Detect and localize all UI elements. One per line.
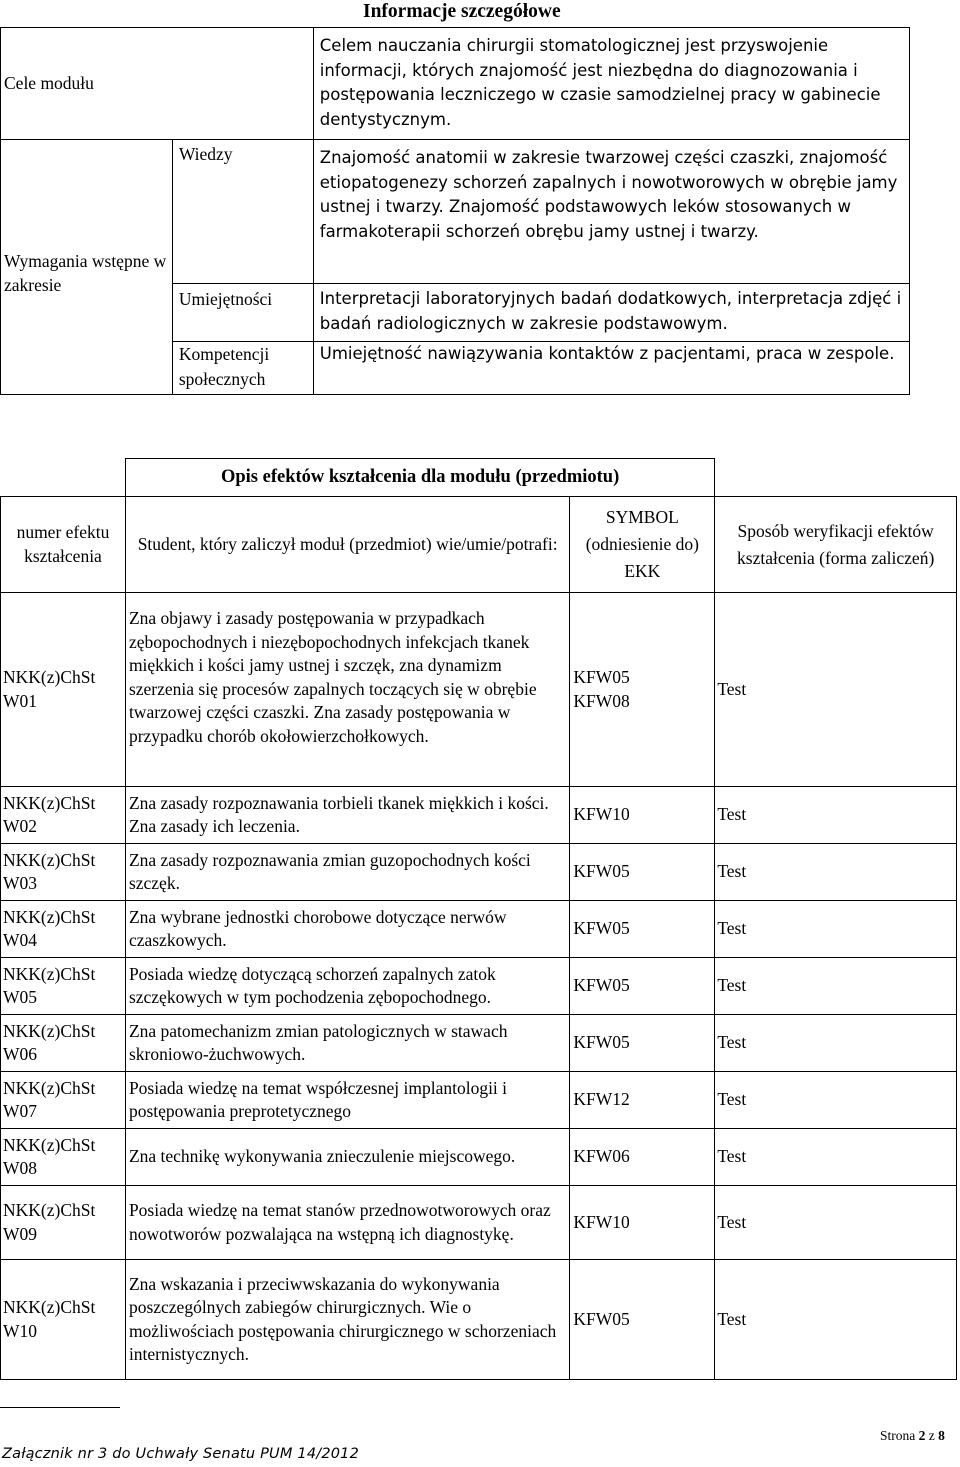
- table-row: [1, 1129, 957, 1186]
- outcome-symbol: KFW05: [570, 844, 715, 901]
- outcomes-title: Opis efektów kształcenia dla modułu (przedmiotu): [125, 459, 714, 497]
- outcome-symbol: KFW05: [570, 1260, 715, 1380]
- outcome-description: Posiada wiedzę dotyczącą schorzeń zapalnych zatok szczękowych w tym pochodzenia zębopochodnego.: [125, 958, 569, 1015]
- col-header-sposob: Sposób weryfikacji efektów kształcenia (forma zaliczeń): [715, 497, 957, 593]
- table-row: [1, 787, 957, 844]
- outcome-verification: Test: [715, 593, 957, 787]
- req-text-umiejetnosci: Interpretacji laboratoryjnych badań dodatkowych, interpretacja zdjęć i badań radiologicznych w zakresie podstawowym.: [313, 284, 909, 342]
- table-row: [1, 1072, 957, 1129]
- table-row: [1, 844, 957, 901]
- table-row: [1, 593, 957, 787]
- table-row: [1, 901, 957, 958]
- outcome-symbol: KFW12: [570, 1072, 715, 1129]
- table-row: [1, 1015, 957, 1072]
- outcome-verification: Test: [715, 844, 957, 901]
- section-header: Informacje szczegółowe: [363, 1, 561, 22]
- col-header-numer: numer efektu kształcenia: [1, 497, 126, 593]
- outcome-symbol: KFW05: [570, 958, 715, 1015]
- req-label-umiejetnosci: Umiejętności: [172, 284, 313, 342]
- col-header-symbol: SYMBOL (odniesienie do) EKK: [570, 497, 715, 593]
- outcome-verification: Test: [715, 1260, 957, 1380]
- page-current: 2: [918, 1428, 926, 1443]
- page-prefix: Strona: [880, 1428, 919, 1443]
- req-text-kompetencji: Umiejętność nawiązywania kontaktów z pacjentami, praca w zespole.: [313, 342, 909, 395]
- outcome-symbol: KFW10: [570, 1186, 715, 1260]
- outcome-verification: Test: [715, 901, 957, 958]
- outcome-number: NKK(z)ChSt W05: [1, 958, 126, 1015]
- page-mid: z: [925, 1428, 939, 1443]
- table-row: [1, 1186, 957, 1260]
- outcome-number: NKK(z)ChSt W10: [1, 1260, 126, 1380]
- page-number: [880, 1428, 945, 1444]
- outcome-verification: Test: [715, 1129, 957, 1186]
- outcome-number: NKK(z)ChSt W04: [1, 901, 126, 958]
- outcome-verification: Test: [715, 1072, 957, 1129]
- outcome-number: NKK(z)ChSt W02: [1, 787, 126, 844]
- outcome-verification: Test: [715, 787, 957, 844]
- outcome-symbol: KFW06: [570, 1129, 715, 1186]
- page-total: 8: [938, 1428, 945, 1443]
- outcome-number: NKK(z)ChSt W06: [1, 1015, 126, 1072]
- outcome-number: NKK(z)ChSt W08: [1, 1129, 126, 1186]
- outcome-number: NKK(z)ChSt W01: [1, 593, 126, 787]
- req-label-wiedzy: Wiedzy: [172, 140, 313, 284]
- cele-label: Cele modułu: [1, 28, 314, 140]
- outcome-number: NKK(z)ChSt W07: [1, 1072, 126, 1129]
- outcome-description: Zna wskazania i przeciwwskazania do wykonywania poszczególnych zabiegów chirurgicznych. Wie o możliwościach postępowania chirurgicznego w schorzeniach internistycznych.: [125, 1260, 569, 1380]
- outcome-number: NKK(z)ChSt W09: [1, 1186, 126, 1260]
- outcome-verification: Test: [715, 958, 957, 1015]
- learning-outcomes-table: [0, 458, 957, 1380]
- outcome-symbol: KFW05: [570, 901, 715, 958]
- outcome-number: NKK(z)ChSt W03: [1, 844, 126, 901]
- footer-divider: [0, 1407, 120, 1408]
- req-text-wiedzy: Znajomość anatomii w zakresie twarzowej części czaszki, znajomość etiopatogenezy schorzeń zapalnych i nowotworowych w obrębie jamy ustnej i twarzy. Znajomość podstawowych leków stosowanych w farmakoterapii schorzeń obrębu jamy ustnej i twarzy.: [313, 140, 909, 284]
- outcome-description: Zna zasady rozpoznawania zmian guzopochodnych kości szczęk.: [125, 844, 569, 901]
- col-header-student: Student, który zaliczył moduł (przedmiot) wie/umie/potrafi:: [125, 497, 569, 593]
- outcome-symbol: KFW10: [570, 787, 715, 844]
- footer-attachment-note: Załącznik nr 3 do Uchwały Senatu PUM 14/2012: [2, 1446, 360, 1462]
- outcome-description: Zna technikę wykonywania znieczulenie miejscowego.: [125, 1129, 569, 1186]
- outcome-description: Posiada wiedzę na temat stanów przednowotworowych oraz nowotworów pozwalająca na wstępną ich diagnostykę.: [125, 1186, 569, 1260]
- outcome-symbol: KFW05: [570, 1015, 715, 1072]
- outcome-verification: Test: [715, 1186, 957, 1260]
- outcome-description: Zna zasady rozpoznawania torbieli tkanek miękkich i kości. Zna zasady ich leczenia.: [125, 787, 569, 844]
- table-row: [1, 958, 957, 1015]
- outcome-description: Zna wybrane jednostki chorobowe dotyczące nerwów czaszkowych.: [125, 901, 569, 958]
- table-row: [1, 1260, 957, 1380]
- outcome-symbol: KFW05 KFW08: [570, 593, 715, 787]
- module-info-table: [0, 27, 910, 395]
- outcome-description: Zna patomechanizm zmian patologicznych w stawach skroniowo-żuchwowych.: [125, 1015, 569, 1072]
- outcome-verification: Test: [715, 1015, 957, 1072]
- cele-text: Celem nauczania chirurgii stomatologicznej jest przyswojenie informacji, których znajomość jest niezbędna do diagnozowania i postępowania leczniczego w czasie samodzielnej pracy w gabinecie dentystycznym.: [313, 28, 909, 140]
- outcome-description: Zna objawy i zasady postępowania w przypadkach zębopochodnych i niezębopochodnych infekcjach tkanek miękkich i kości jamy ustnej i szczęk, zna dynamizm szerzenia się procesów zapalnych toczących się w obrębie twarzowej części czaszki. Zna zasady postępowania w przypadku chorób okołowierzchołkowych.: [125, 593, 569, 787]
- req-label-kompetencji: Kompetencji społecznych: [172, 342, 313, 395]
- outcome-description: Posiada wiedzę na temat współczesnej implantologii i postępowania preprotetycznego: [125, 1072, 569, 1129]
- wymagania-label: Wymagania wstępne w zakresie: [1, 140, 173, 395]
